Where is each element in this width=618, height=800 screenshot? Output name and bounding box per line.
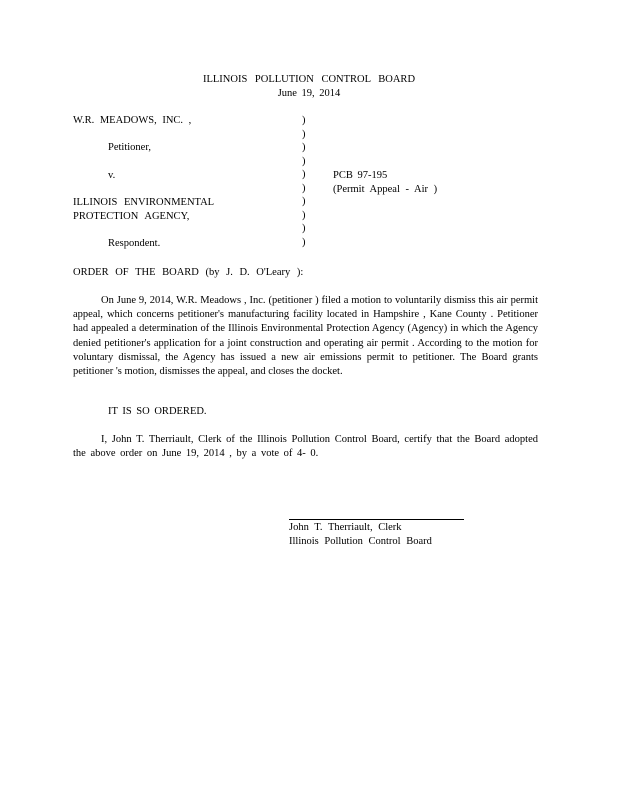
petitioner-name: W.R. MEADOWS, INC. ,	[73, 115, 192, 126]
bracket-char: )	[302, 128, 306, 140]
case-number: PCB 97-195	[333, 170, 388, 181]
bracket-char: )	[302, 115, 306, 126]
petitioner-role: Petitioner,	[108, 142, 152, 153]
bracket-char: )	[302, 169, 306, 180]
signature-organization: Illinois Pollution Control Board	[289, 536, 432, 547]
signature-name: John T. Therriault, Clerk	[289, 522, 402, 533]
document-date: June 19, 2014	[277, 88, 341, 99]
case-type: (Permit Appeal - Air )	[333, 184, 438, 195]
order-body-paragraph: On June 9, 2014, W.R. Meadows , Inc. (petitioner ) filed a motion to voluntarily dismiss this air permit appeal, which concerns petitioner's manufacturing facility located in Hampshire , Kane County . Petitioner had appealed a determination of the Illinois Environmental Protection Agency (Agency) in which the Agency denied petitioner's application for a joint construction and operating air permit . According to the motion for voluntary dismissal, the Agency has issued a new air emissions permit to petitioner. The Board grants petitioner 's motion, dismisses the appeal, and closes the docket.	[73, 295, 538, 378]
signature-line	[289, 519, 464, 520]
respondent-name-line1: ILLINOIS ENVIRONMENTAL	[73, 197, 215, 208]
bracket-char: )	[302, 155, 306, 167]
order-heading: ORDER OF THE BOARD (by J. D. O'Leary ):	[73, 267, 304, 278]
respondent-name-line2: PROTECTION AGENCY,	[73, 211, 190, 222]
bracket-char: )	[302, 223, 306, 234]
bracket-char: )	[302, 142, 306, 153]
bracket-char: )	[302, 182, 306, 194]
respondent-role: Respondent.	[108, 238, 161, 249]
versus-label: v.	[108, 170, 116, 181]
bracket-char: )	[302, 196, 306, 207]
bracket-char: )	[302, 209, 306, 221]
so-ordered-statement: IT IS SO ORDERED.	[108, 406, 207, 417]
clerk-certification-paragraph: I, John T. Therriault, Clerk of the Illinois Pollution Control Board, certify that the Board adopted the above order on June 19, 2014 , by a vote of 4- 0.	[73, 434, 538, 460]
caption-bracket	[302, 114, 312, 249]
document-title: ILLINOIS POLLUTION CONTROL BOARD	[202, 74, 416, 85]
bracket-char: )	[302, 236, 306, 248]
